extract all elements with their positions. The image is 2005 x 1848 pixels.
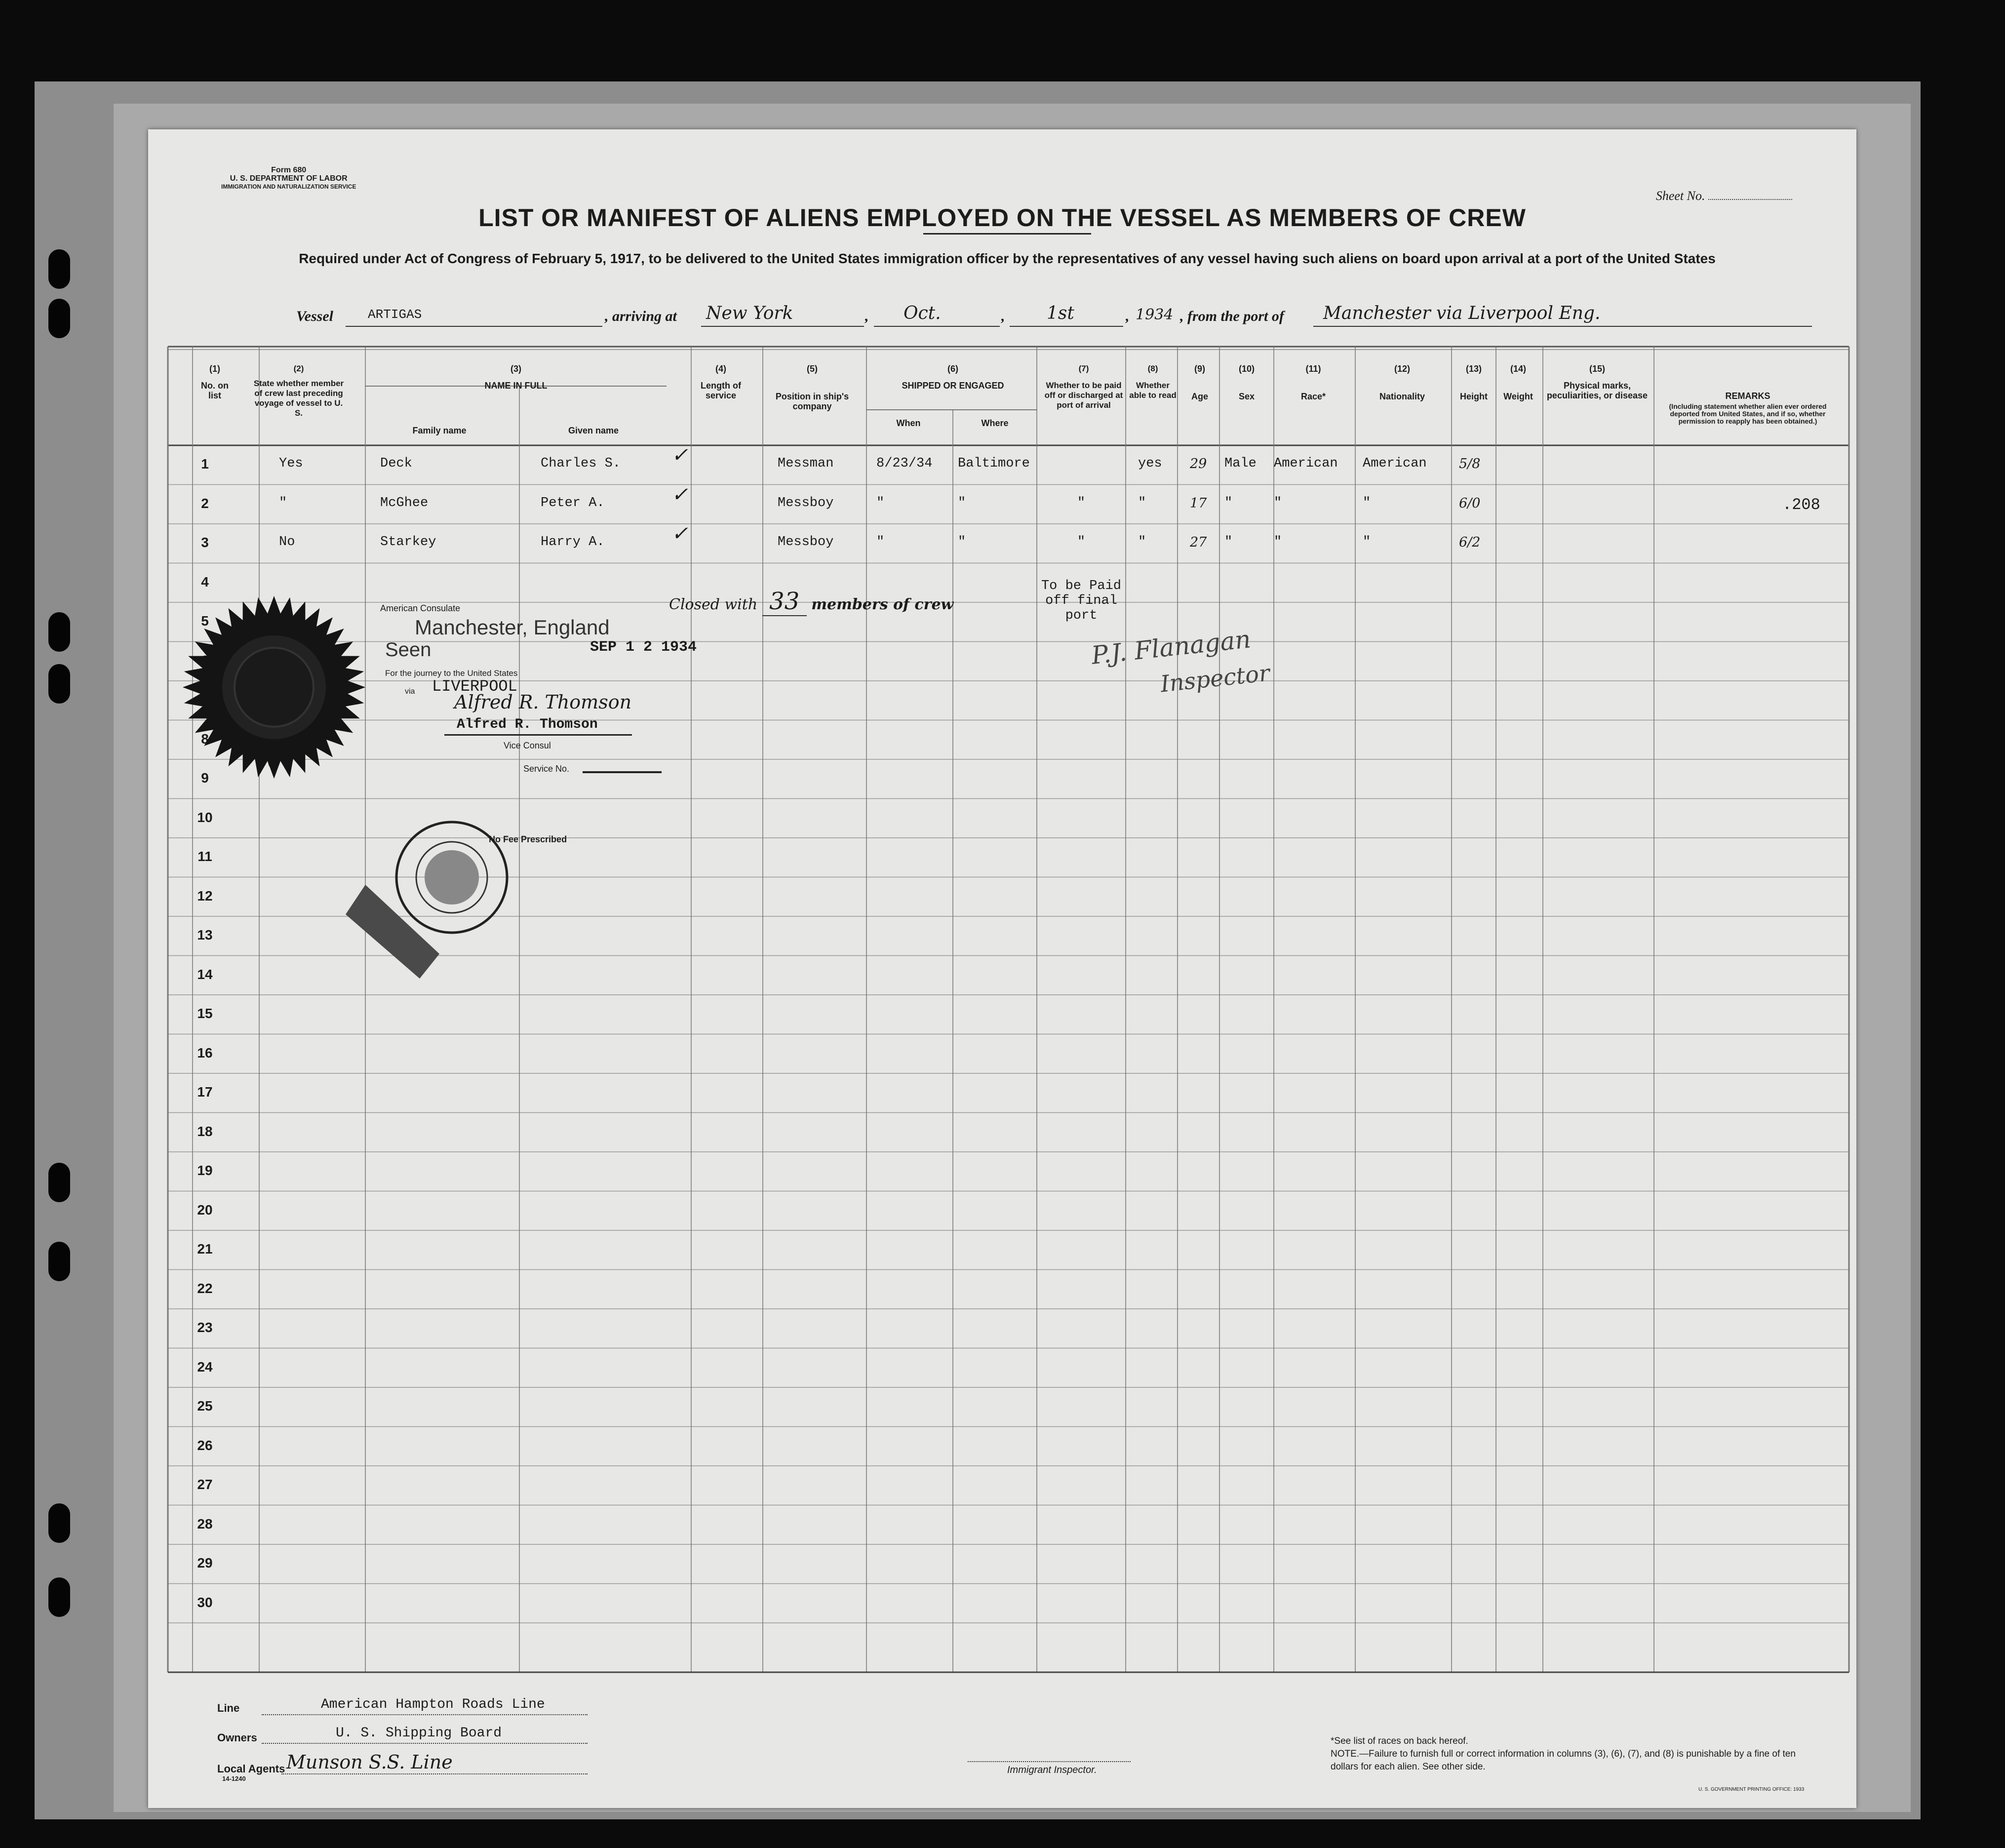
- row-number: 4: [201, 574, 209, 590]
- col-age: (9) Age: [1191, 364, 1208, 401]
- binder-hole: [48, 299, 70, 338]
- cell-age: 17: [1190, 495, 1207, 511]
- col-position: (5) Position in ship's company: [775, 364, 849, 411]
- row-number: 21: [197, 1241, 213, 1257]
- row-number: 9: [201, 770, 209, 786]
- consul-signature: Alfred R. Thomson: [454, 691, 632, 713]
- cell-read: ": [1138, 535, 1146, 550]
- row-number: 13: [197, 927, 213, 943]
- consulate-journey: For the journey to the United States: [385, 668, 518, 678]
- cell-given: Harry A.: [541, 535, 605, 550]
- cell-age: 29: [1190, 456, 1207, 472]
- binder-hole: [48, 1577, 70, 1617]
- col-able-to-read: (8) Whether able to read: [1129, 364, 1177, 400]
- arrival-month: Oct.: [904, 303, 941, 323]
- row-number: 20: [197, 1202, 213, 1218]
- sheet-number: Sheet No.: [1656, 189, 1792, 203]
- col-no: (1) No. on list: [201, 364, 229, 400]
- cell-prev: ": [279, 495, 287, 511]
- col-where: Where: [981, 418, 1009, 428]
- col-race: (11) Race*: [1300, 364, 1326, 401]
- col-physical-marks: (15) Physical marks, peculiarities, or disease: [1546, 364, 1648, 400]
- cell-paid: ": [1077, 535, 1086, 550]
- consulate-date: SEP 1 2 1934: [590, 639, 697, 656]
- col-height: (13) Height: [1460, 364, 1488, 401]
- col-previous-voyage: (2) State whether member of crew last preceding voyage of vessel to U. S.: [253, 364, 344, 418]
- consul-service-no: Service No.: [523, 764, 570, 774]
- arrival-year: 1934: [1136, 306, 1174, 323]
- row-number: 15: [197, 1006, 213, 1021]
- cell-race: ": [1274, 535, 1282, 550]
- cell-nationality: ": [1363, 535, 1371, 550]
- consulate-city: Manchester, England: [415, 616, 610, 639]
- row-number: 12: [197, 888, 213, 904]
- row-number: 18: [197, 1123, 213, 1139]
- cell-given: Peter A.: [541, 495, 605, 511]
- cell-family: Deck: [380, 456, 412, 471]
- consul-fee: No Fee Prescribed: [489, 834, 567, 844]
- binder-hole: [48, 1242, 70, 1281]
- manifest-sheet: Form 680 U. S. DEPARTMENT OF LABOR IMMIGRATION AND NATURALIZATION SERVICE Sheet No. LIST OR MANIFEST OF ALIENS EMPLOYED ON THE VESSEL AS MEMBERS OF CREW Required under Act of Congress of February 5, 1917, to be delivered to the United States immigration officer by the representatives of any vessel having such aliens on board upon arrival at a port of the United States Vessel ARTIGAS , arriving at New York , Oct. , 1st , 1934 , from the port of Manchester via Liverpool Eng. (1) No. on list (2) State whether member of crew last preceding voyage of vessel to U. S. (3) NAME IN FULL Family name Given name (4) Length of service (5) Position in ship's company (6) SHIPPED OR ENGAGED When Where (7) Whether to be paid off or discharged at port of arrival (8) Whether able to read (9) Age (10) Sex (11) Race* (12) Nationality (13) Height (14) Weight (15) Physical marks, peculiarities, or disease REMARKS (Including statement whether alien ever ordered deported from United States, and if so, whether permission to reapply has been obtained.) 1 2 3 4 5 8 9 10 11 12 13 14 15 16 17 18 19 20 21 22 23 24 25 26 27 28 29 30 Yes Deck Charles S. ✓ Messman 8/23/34 Baltimore yes 29 Male American American 5/8 To be Paid off final port " McGhee Peter A. ✓ Messboy " " " 17 " " " 6/0 .208 " No Starkey Harry A. ✓ Messboy " " " 27 " " " 6/2 " Closed with 33 members of crew American Consulate Manchester, England Seen SEP 1 2 1934 For the journey to the United States via LIVERPOOL Alfred R. Thomson Alfred R. Thomson Vice Consul Service No. No Fee Prescribed P.J. Flanagan Inspector Line American Hampton Roads Line Owners U. S. Shipping Board Local Agents Munson S.S. Line 14-1240 Immigrant Inspector. *See list of races on back hereof. NOTE.—Failure to furnish full or correct information in columns (3), (6), (7), and (8) is punishable by a fine of ten dollars for each alien. See other side. U. S. GOVERNMENT PRINTING OFFICE: 1933: [148, 129, 1856, 1808]
- row-number: 29: [197, 1555, 213, 1571]
- row-number: 3: [201, 535, 209, 550]
- row-number: 30: [197, 1594, 213, 1610]
- inspector-title: Inspector: [1159, 659, 1271, 698]
- cell-service: ✓: [671, 444, 688, 467]
- cell-when: ": [876, 495, 885, 511]
- row-number: 2: [201, 495, 209, 511]
- cell-prev: No: [279, 535, 295, 550]
- row-number: 5: [201, 613, 209, 629]
- inspector-signature: P.J. Flanagan: [1090, 625, 1253, 670]
- col-length-of-service: (4) Length of service: [701, 364, 741, 400]
- shipping-owners: U. S. Shipping Board: [336, 1726, 502, 1741]
- voyage-line: Vessel ARTIGAS , arriving at New York , Oct. , 1st , 1934 , from the port of Manchester via Liverpool Eng.: [296, 308, 1807, 333]
- row-number: 11: [197, 849, 212, 864]
- cell-nationality: American: [1363, 456, 1427, 471]
- consulate-via: LIVERPOOL: [432, 677, 517, 696]
- cell-race: American: [1274, 456, 1338, 471]
- row-number: 27: [197, 1477, 213, 1492]
- cell-sex: ": [1224, 535, 1233, 550]
- row-number: 24: [197, 1359, 213, 1375]
- cell-family: McGhee: [380, 495, 429, 511]
- vessel-name: ARTIGAS: [368, 307, 422, 322]
- col-paid-off: (7) Whether to be paid off or discharged at port of arrival: [1044, 364, 1123, 410]
- cell-service: ✓: [671, 483, 688, 506]
- immigrant-inspector-label: Immigrant Inspector.: [1007, 1765, 1097, 1775]
- cell-where: ": [958, 535, 966, 550]
- cell-remarks: .208: [1782, 495, 1820, 514]
- page-subtitle: Required under Act of Congress of February 5, 1917, to be delivered to the United States immigration officer by the representatives of any vessel having such aliens on board upon arrival at a port of the United States: [299, 251, 1716, 266]
- fine-note: NOTE.—Failure to furnish full or correct information in columns (3), (6), (7), and (8) is punishable by a fine of ten dollars for each alien. See other side.: [1331, 1749, 1796, 1772]
- row-number: 19: [197, 1163, 213, 1178]
- row-number: 8: [201, 731, 209, 747]
- cell-when: ": [876, 535, 885, 550]
- cell-where: Baltimore: [958, 456, 1030, 471]
- page-title: LIST OR MANIFEST OF ALIENS EMPLOYED ON THE VESSEL AS MEMBERS OF CREW: [478, 204, 1526, 232]
- arrival-port: New York: [706, 303, 793, 323]
- consul-name: Alfred R. Thomson: [457, 717, 598, 732]
- row-number: 23: [197, 1320, 213, 1335]
- binder-hole: [48, 1503, 70, 1543]
- local-agents: Munson S.S. Line: [286, 1751, 453, 1773]
- departure-port: Manchester via Liverpool Eng.: [1323, 303, 1601, 323]
- cell-position: Messboy: [778, 535, 834, 550]
- row-number: 16: [197, 1045, 213, 1061]
- cell-paid: ": [1077, 495, 1086, 511]
- col-when: When: [896, 418, 921, 428]
- cell-height: 6/2: [1459, 535, 1481, 550]
- col-given-name: Given name: [568, 426, 619, 435]
- cell-nationality: ": [1363, 495, 1371, 511]
- row-number: 25: [197, 1398, 213, 1414]
- row-number: 1: [201, 456, 209, 472]
- row-number: 22: [197, 1280, 213, 1296]
- col-shipped-engaged: (6) SHIPPED OR ENGAGED: [902, 364, 1004, 391]
- cell-where: ": [958, 495, 966, 511]
- consulate-seen: Seen: [385, 639, 432, 661]
- cell-given: Charles S.: [541, 456, 621, 471]
- races-note: *See list of races on back hereof.: [1331, 1736, 1468, 1746]
- form-identifier: Form 680 U. S. DEPARTMENT OF LABOR IMMIGRATION AND NATURALIZATION SERVICE: [221, 166, 356, 190]
- arrival-day: 1st: [1047, 303, 1074, 323]
- row-number: 10: [197, 809, 213, 825]
- binder-hole: [48, 664, 70, 704]
- col-name-in-full: (3) NAME IN FULL: [484, 364, 548, 391]
- cell-race: ": [1274, 495, 1282, 511]
- consulate-header: American Consulate: [380, 603, 461, 613]
- consular-seal: [183, 589, 558, 983]
- col-weight: (14) Weight: [1503, 364, 1533, 401]
- cell-position: Messman: [778, 456, 834, 471]
- cell-when: 8/23/34: [876, 456, 933, 471]
- consul-title: Vice Consul: [504, 741, 551, 750]
- binder-hole: [48, 1163, 70, 1202]
- row-number: 28: [197, 1516, 213, 1532]
- cell-read: ": [1138, 495, 1146, 511]
- col-remarks: REMARKS (Including statement whether alien ever ordered deported from United States, and if so, whether permission to reapply has been obtained.): [1669, 391, 1827, 425]
- col-family-name: Family name: [412, 426, 467, 435]
- cell-family: Starkey: [380, 535, 436, 550]
- cell-position: Messboy: [778, 495, 834, 511]
- cell-prev: Yes: [279, 456, 303, 471]
- cell-paid: To be Paid off final port: [1041, 579, 1122, 623]
- cell-height: 6/0: [1459, 495, 1481, 511]
- row-number: 17: [197, 1084, 213, 1100]
- row-number: 26: [197, 1437, 213, 1453]
- cell-height: 5/8: [1459, 456, 1481, 472]
- binder-hole: [48, 612, 70, 652]
- col-sex: (10) Sex: [1238, 364, 1255, 401]
- col-nationality: (12) Nationality: [1379, 364, 1425, 401]
- shipping-line: American Hampton Roads Line: [321, 1697, 545, 1712]
- cell-sex: Male: [1224, 456, 1257, 471]
- cell-sex: ": [1224, 495, 1233, 511]
- row-number: 14: [197, 966, 213, 982]
- closing-line: Closed with 33 members of crew: [669, 588, 954, 615]
- cell-read: yes: [1138, 456, 1162, 471]
- cell-age: 27: [1190, 535, 1207, 550]
- binder-hole: [48, 249, 70, 289]
- cell-service: ✓: [671, 522, 688, 545]
